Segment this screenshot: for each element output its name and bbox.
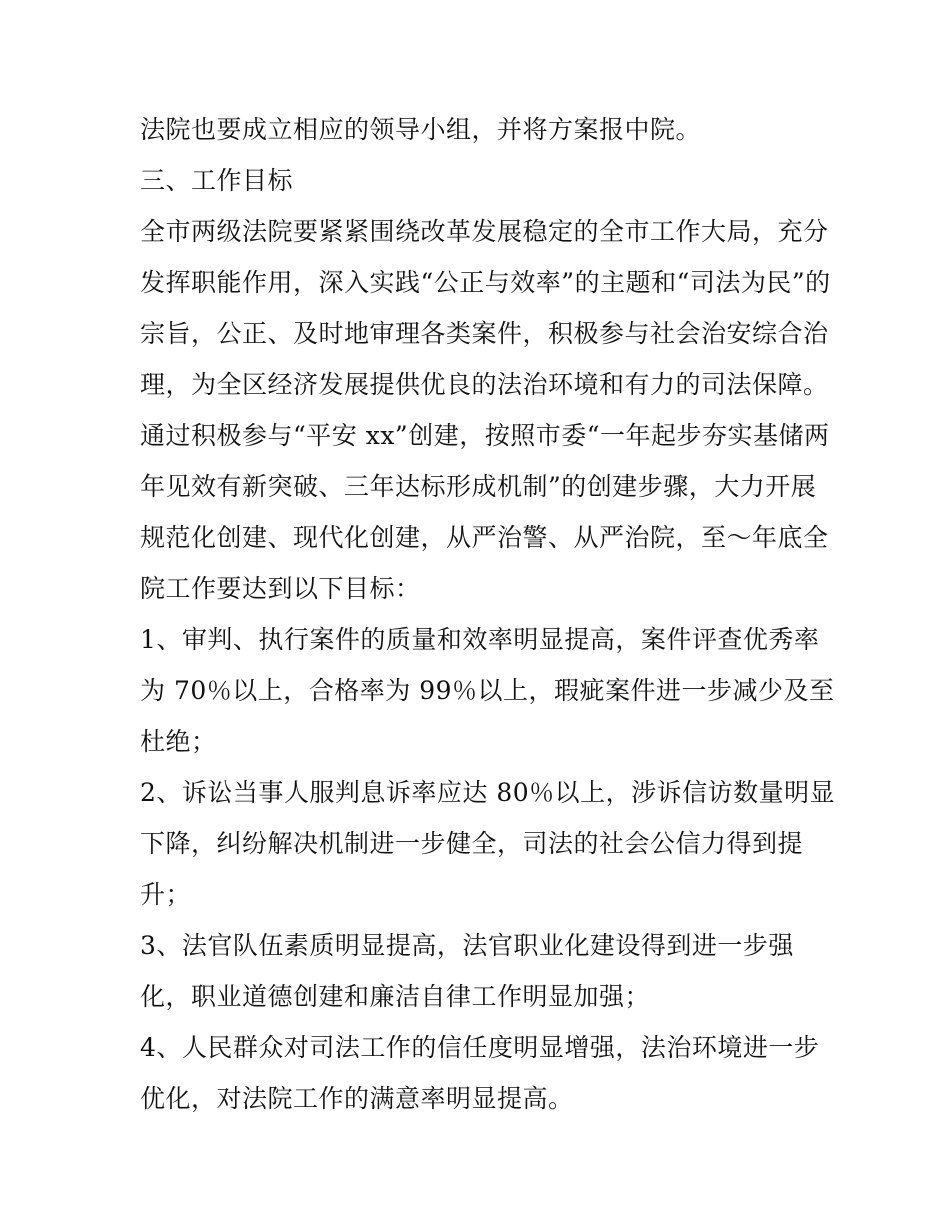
text-line: 法院也要成立相应的领导小组，并将方案报中院。	[140, 115, 702, 144]
text-line: 规范化创建、现代化创建，从严治警、从严治院，至～年底全	[140, 523, 829, 552]
list-item-2: 2、诉讼当事人服判息诉率应达 80％以上，涉诉信访数量明显	[140, 778, 836, 807]
text-line: 通过积极参与“平安 xx”创建，按照市委“一年起步夯实基储两	[140, 421, 830, 450]
text-line: 杜绝；	[140, 727, 217, 756]
text-line: 宗旨，公正、及时地审理各类案件，积极参与社会治安综合治	[140, 319, 829, 348]
text-line: 化，职业道德创建和廉洁自律工作明显加强；	[140, 982, 651, 1011]
text-line: 为 70％以上，合格率为 99％以上，瑕疵案件进一步减少及至	[140, 676, 835, 705]
list-item-4: 4、人民群众对司法工作的信任度明显增强，法治环境进一步	[140, 1033, 820, 1062]
text-line: 发挥职能作用，深入实践“公正与效率”的主题和“司法为民”的	[140, 268, 831, 297]
text-line: 升；	[140, 880, 192, 909]
section-heading: 三、工作目标	[140, 166, 294, 195]
list-item-3: 3、法官队伍素质明显提高，法官职业化建设得到进一步强	[140, 931, 794, 960]
list-item-1: 1、审判、执行案件的质量和效率明显提高，案件评查优秀率	[140, 625, 820, 654]
text-line: 全市两级法院要紧紧围绕改革发展稳定的全市工作大局，充分	[140, 217, 829, 246]
text-line: 年见效有新突破、三年达标形成机制”的创建步骤，大力开展	[140, 472, 817, 501]
text-line: 优化，对法院工作的满意率明显提高。	[140, 1084, 574, 1113]
text-line: 下降，纠纷解决机制进一步健全，司法的社会公信力得到提	[140, 829, 804, 858]
text-line: 理，为全区经济发展提供优良的法治环境和有力的司法保障。	[140, 370, 829, 399]
document-body	[140, 104, 836, 1124]
text-line: 院工作要达到以下目标：	[140, 574, 421, 603]
